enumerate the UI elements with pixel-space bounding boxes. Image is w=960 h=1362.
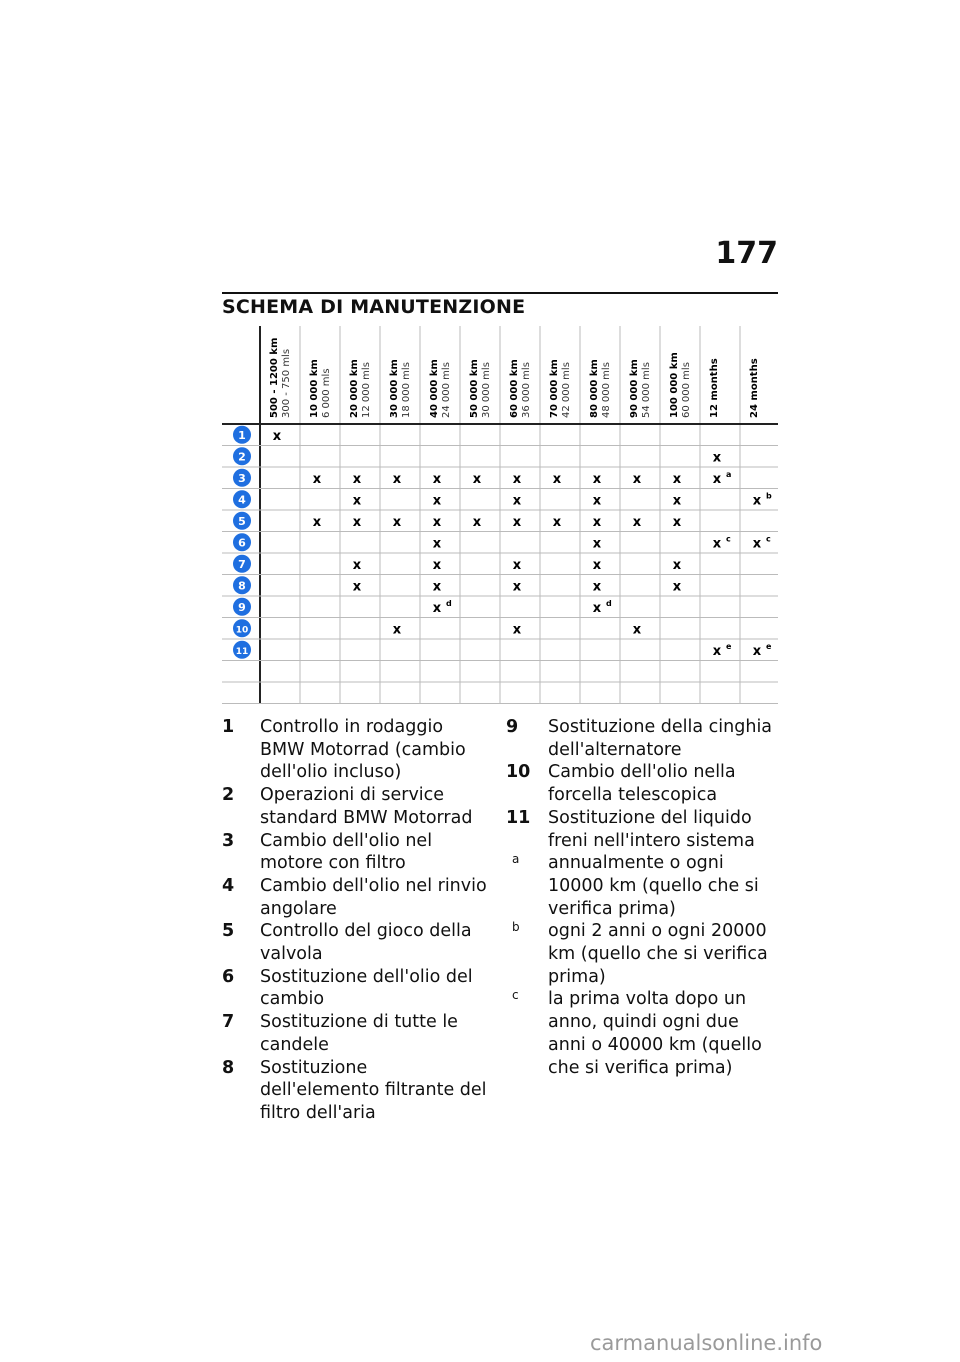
column-header	[389, 359, 412, 418]
row-badge-number: 6	[238, 536, 246, 550]
legend-item	[506, 807, 778, 852]
legend-text: Sostituzione dell'elemento filtrante del filtro dell'aria	[260, 1057, 487, 1123]
legend-item	[222, 784, 492, 829]
legend-key: a	[512, 852, 520, 867]
column-header-km: 60 000 km	[509, 359, 520, 418]
schedule-mark: x	[592, 579, 602, 595]
schedule-mark: x	[672, 514, 682, 530]
schedule-mark: x	[632, 514, 642, 530]
column-header	[709, 358, 720, 418]
legend-text: annualmente o ogni 10000 km (quello che si verifica prima)	[548, 853, 759, 919]
schedule-mark-footnote: b	[766, 491, 772, 501]
schedule-mark: x	[432, 536, 442, 552]
column-header-km: 500 - 1200 km	[269, 337, 280, 418]
legend-text: Sostituzione dell'olio del cambio	[260, 966, 473, 1010]
legend-text: Sostituzione del liquido freni nell'intero sistema	[548, 807, 755, 851]
column-header	[669, 352, 692, 418]
schedule-mark: x	[432, 493, 442, 509]
column-header-mls: 54 000 mls	[641, 362, 652, 418]
legend-key: 7	[222, 1012, 235, 1033]
schedule-mark: x	[592, 471, 602, 487]
column-header-mls: 24 000 mls	[441, 362, 452, 418]
column-header	[349, 359, 372, 418]
legend-item	[506, 988, 778, 1079]
page-number: 177	[715, 236, 778, 271]
schedule-mark: x	[432, 579, 442, 595]
column-header	[549, 359, 572, 418]
schedule-mark: x	[512, 514, 522, 530]
row-badge-number: 7	[238, 557, 246, 571]
column-header	[309, 359, 332, 418]
schedule-mark: x	[352, 557, 362, 573]
schedule-mark: x	[312, 514, 322, 530]
column-header-mls: 30 000 mls	[481, 362, 492, 418]
schedule-mark: x	[312, 471, 322, 487]
column-header-km: 24 months	[749, 358, 760, 418]
schedule-mark-footnote: c	[726, 534, 731, 544]
schedule-mark: x	[552, 514, 562, 530]
schedule-mark: x	[432, 514, 442, 530]
legend-key: 5	[222, 921, 235, 942]
column-header-mls: 48 000 mls	[601, 362, 612, 418]
maintenance-schedule-table	[222, 326, 778, 708]
schedule-mark: x	[712, 643, 722, 659]
column-header-km: 100 000 km	[669, 352, 680, 418]
row-badge-number: 1	[238, 428, 246, 442]
schedule-mark: x	[352, 579, 362, 595]
schedule-mark: x	[272, 428, 282, 444]
row-badge-number: 3	[238, 471, 246, 485]
schedule-mark: x	[752, 536, 762, 552]
legend-text: Cambio dell'olio nel motore con filtro	[260, 830, 433, 874]
schedule-mark: x	[632, 471, 642, 487]
column-header-mls: 12 000 mls	[361, 362, 372, 418]
legend-item	[222, 966, 492, 1011]
legend-key: 10	[506, 762, 531, 783]
legend-key: 2	[222, 785, 235, 806]
column-header-mls: 42 000 mls	[561, 362, 572, 418]
schedule-mark: x	[472, 471, 482, 487]
schedule-mark: x	[432, 557, 442, 573]
schedule-mark: x	[472, 514, 482, 530]
row-badge-number: 8	[238, 579, 246, 593]
schedule-mark: x	[392, 622, 402, 638]
column-header-mls: 36 000 mls	[521, 362, 532, 418]
legend-item	[506, 852, 778, 920]
column-header-mls: 300 - 750 mls	[281, 348, 292, 418]
schedule-mark-footnote: d	[446, 598, 452, 608]
schedule-mark: x	[672, 579, 682, 595]
column-header-km: 50 000 km	[469, 359, 480, 418]
schedule-mark-footnote: a	[726, 469, 732, 479]
schedule-mark-footnote: d	[606, 598, 612, 608]
schedule-mark-footnote: e	[726, 641, 732, 651]
legend-text: la prima volta dopo un anno, quindi ogni due anni o 40000 km (quello che si verifica prima)	[548, 989, 762, 1078]
row-badge-number: 5	[238, 514, 246, 528]
legend-text: Sostituzione della cinghia dell'alternatore	[548, 717, 773, 760]
legend-key: 9	[506, 717, 519, 737]
schedule-mark-footnote: e	[766, 641, 772, 651]
row-badge-number: 11	[235, 646, 249, 657]
legend-key: 3	[222, 830, 235, 851]
column-header-km: 10 000 km	[309, 359, 320, 418]
column-header	[749, 358, 760, 418]
schedule-mark: x	[352, 471, 362, 487]
column-header-km: 80 000 km	[589, 359, 600, 418]
legend-text: Sostituzione di tutte le candele	[260, 1012, 458, 1055]
column-header-km: 30 000 km	[389, 359, 400, 418]
legend-key: 8	[222, 1057, 235, 1078]
schedule-mark: x	[432, 600, 442, 616]
schedule-mark: x	[712, 450, 722, 466]
column-header-mls: 18 000 mls	[401, 362, 412, 418]
legend-left	[222, 716, 492, 1125]
schedule-mark: x	[352, 493, 362, 509]
column-header-km: 12 months	[709, 358, 720, 418]
legend-item	[506, 761, 778, 806]
legend-item	[222, 1011, 492, 1056]
schedule-mark: x	[712, 536, 722, 552]
schedule-mark: x	[512, 493, 522, 509]
column-header	[629, 359, 652, 418]
schedule-mark: x	[392, 514, 402, 530]
schedule-mark: x	[592, 493, 602, 509]
header-rule	[222, 292, 778, 294]
legend-text: Controllo in rodaggio BMW Motorrad (cambio dell'olio incluso)	[260, 717, 466, 783]
legend-item	[222, 875, 492, 920]
schedule-mark: x	[512, 557, 522, 573]
column-header	[469, 359, 492, 418]
schedule-mark: x	[672, 493, 682, 509]
row-badge-number: 10	[235, 625, 249, 636]
schedule-mark: x	[672, 471, 682, 487]
schedule-mark: x	[512, 471, 522, 487]
legend-text: Cambio dell'olio nel rinvio angolare	[260, 875, 487, 919]
legend-text: Cambio dell'olio nella forcella telescopica	[548, 762, 736, 806]
schedule-mark: x	[432, 471, 442, 487]
schedule-mark: x	[752, 493, 762, 509]
legend-item	[222, 1057, 492, 1125]
schedule-mark: x	[512, 579, 522, 595]
column-header-km: 70 000 km	[549, 359, 560, 418]
watermark-text: carmanualsonline.info	[590, 1331, 823, 1355]
legend-item	[506, 716, 778, 761]
legend-text: ogni 2 anni o ogni 20000 km (quello che si verifica prima)	[548, 921, 768, 987]
column-header-mls: 60 000 mls	[681, 362, 692, 418]
row-badge-number: 4	[238, 493, 246, 507]
legend-item	[222, 716, 492, 784]
schedule-mark: x	[672, 557, 682, 573]
column-header-km: 90 000 km	[629, 359, 640, 418]
legend-key: c	[512, 988, 519, 1003]
row-badge-number: 9	[238, 600, 246, 614]
schedule-mark: x	[592, 514, 602, 530]
column-header	[509, 359, 532, 418]
row-badge-number: 2	[238, 450, 246, 464]
schedule-mark: x	[512, 622, 522, 638]
column-header	[589, 359, 612, 418]
schedule-mark: x	[552, 471, 562, 487]
schedule-mark: x	[592, 600, 602, 616]
column-header	[429, 359, 452, 418]
schedule-mark: x	[712, 471, 722, 487]
legend-text: Controllo del gioco della valvola	[260, 921, 472, 965]
legend-key: b	[512, 920, 520, 935]
legend-key: 11	[506, 807, 531, 828]
column-header-mls: 6 000 mls	[321, 368, 332, 418]
legend-item	[506, 920, 778, 988]
legend-right	[506, 716, 778, 1079]
schedule-mark: x	[392, 471, 402, 487]
schedule-mark: x	[752, 643, 762, 659]
schedule-mark: x	[592, 536, 602, 552]
column-header-km: 20 000 km	[349, 359, 360, 418]
column-header-km: 40 000 km	[429, 359, 440, 418]
legend-key: 4	[222, 875, 235, 896]
section-title: SCHEMA DI MANUTENZIONE	[222, 296, 526, 318]
schedule-mark: x	[632, 622, 642, 638]
column-header	[269, 338, 292, 418]
schedule-mark: x	[352, 514, 362, 530]
legend-key: 6	[222, 966, 235, 987]
legend-item	[222, 830, 492, 875]
legend-key: 1	[222, 717, 235, 737]
schedule-mark-footnote: c	[766, 534, 771, 544]
legend-text: Operazioni di service standard BMW Motorrad	[260, 785, 473, 828]
schedule-mark: x	[592, 557, 602, 573]
legend-item	[222, 920, 492, 965]
